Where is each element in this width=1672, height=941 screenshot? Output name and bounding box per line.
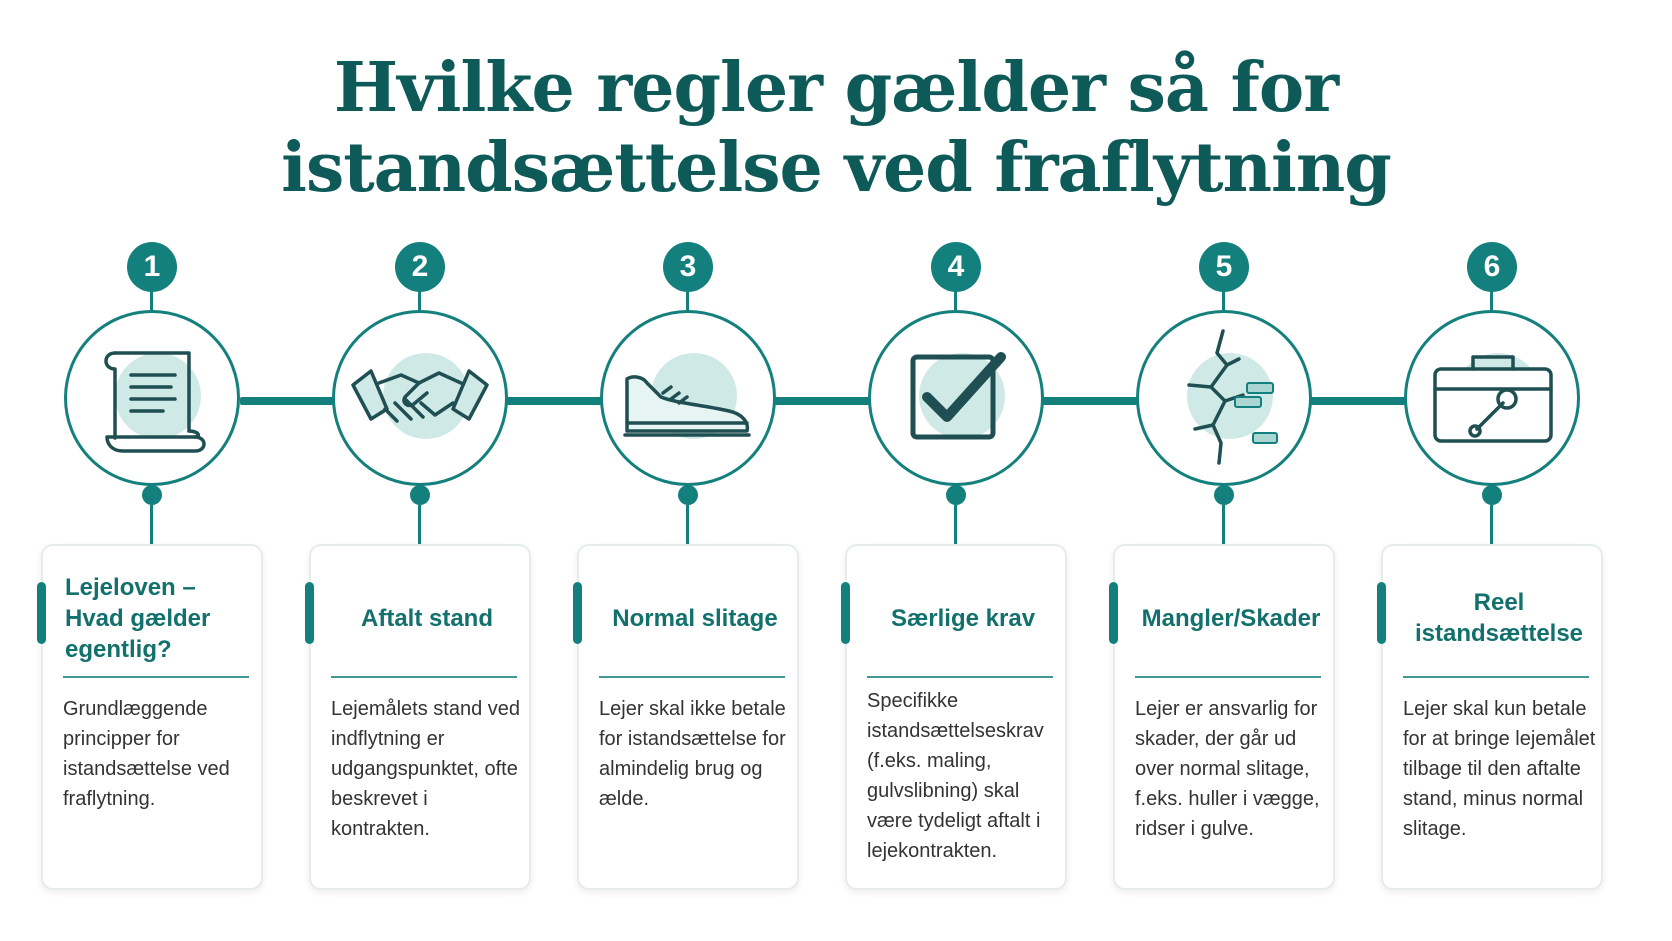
icon-circle [332, 310, 508, 486]
toolbox-icon [1407, 313, 1577, 483]
stem-bottom [686, 505, 689, 545]
info-card [41, 544, 263, 890]
stem-bottom [1490, 505, 1493, 545]
card-title: Særlige krav [890, 604, 1036, 632]
handshake-icon [335, 313, 505, 483]
step-6 [1372, 0, 1612, 941]
card-divider [1135, 676, 1321, 678]
card-divider [599, 676, 785, 678]
info-card [1381, 544, 1603, 890]
card-title: Reel istandsættelse [1414, 589, 1584, 647]
connector-dot [1214, 485, 1234, 505]
card-description: Lejer er ansvarlig for skader, der går ud over normal slitage, f.eks. huller i vægge, ridser i gulve. [1135, 698, 1320, 840]
stem-top [954, 292, 957, 310]
icon-circle [868, 310, 1044, 486]
icon-circle [1136, 310, 1312, 486]
step-number-badge: 1 [127, 242, 177, 292]
step-1 [32, 0, 272, 941]
step-5 [1104, 0, 1344, 941]
step-number-badge: 5 [1199, 242, 1249, 292]
icon-circle [64, 310, 240, 486]
card-title: Mangler/Skader [1141, 604, 1321, 632]
card-accent-bar [573, 582, 582, 644]
stem-bottom [418, 505, 421, 545]
icon-circle [600, 310, 776, 486]
card-divider [1403, 676, 1589, 678]
card-divider [63, 676, 249, 678]
info-card [845, 544, 1067, 890]
step-4 [836, 0, 1076, 941]
stem-bottom [1222, 505, 1225, 545]
stem-top [1490, 292, 1493, 310]
stem-top [418, 292, 421, 310]
card-description: Grundlæggende principper for istandsættelse ved fraflytning. [63, 698, 230, 810]
info-card [577, 544, 799, 890]
stem-top [686, 292, 689, 310]
card-divider [331, 676, 517, 678]
connector-dot [678, 485, 698, 505]
card-title: Normal slitage [612, 604, 778, 632]
icon-circle [1404, 310, 1580, 486]
card-accent-bar [305, 582, 314, 644]
card-title: Lejeloven – Hvad gælder egentlig? [65, 573, 211, 663]
shoe-icon [603, 313, 773, 483]
stem-bottom [954, 505, 957, 545]
card-accent-bar [37, 582, 46, 644]
stem-top [150, 292, 153, 310]
step-number-badge: 4 [931, 242, 981, 292]
card-description: Lejer skal ikke betale for istandsættelse for almindelig brug og ælde. [599, 698, 786, 810]
title-line-1: Hvilke regler gælder så for [333, 48, 1339, 128]
connector-dot [142, 485, 162, 505]
cracked-wall-icon [1139, 313, 1309, 483]
card-accent-bar [1377, 582, 1386, 644]
step-number-badge: 6 [1467, 242, 1517, 292]
checkbox-icon [871, 313, 1041, 483]
connector-dot [410, 485, 430, 505]
step-3 [568, 0, 808, 941]
card-title: Aftalt stand [361, 604, 493, 632]
stem-top [1222, 292, 1225, 310]
title-line-2: istandsættelse ved fraflytning [281, 128, 1391, 208]
step-number-badge: 2 [395, 242, 445, 292]
card-description: Lejer skal kun betale for at bringe lejemålet tilbage til den aftalte stand, minus normal slitage. [1403, 698, 1596, 840]
info-card [309, 544, 531, 890]
card-description: Specifikke istandsættelseskrav (f.eks. maling, gulvslibning) skal være tydeligt aftalt i lejekontrakten. [867, 690, 1044, 862]
card-accent-bar [841, 582, 850, 644]
card-accent-bar [1109, 582, 1118, 644]
connector-dot [946, 485, 966, 505]
scroll-document-icon [67, 313, 237, 483]
card-description: Lejemålets stand ved indflytning er udgangspunktet, ofte beskrevet i kontrakten. [331, 698, 521, 840]
card-divider [867, 676, 1053, 678]
step-number-badge: 3 [663, 242, 713, 292]
info-card [1113, 544, 1335, 890]
stem-bottom [150, 505, 153, 545]
step-2 [300, 0, 540, 941]
connector-dot [1482, 485, 1502, 505]
